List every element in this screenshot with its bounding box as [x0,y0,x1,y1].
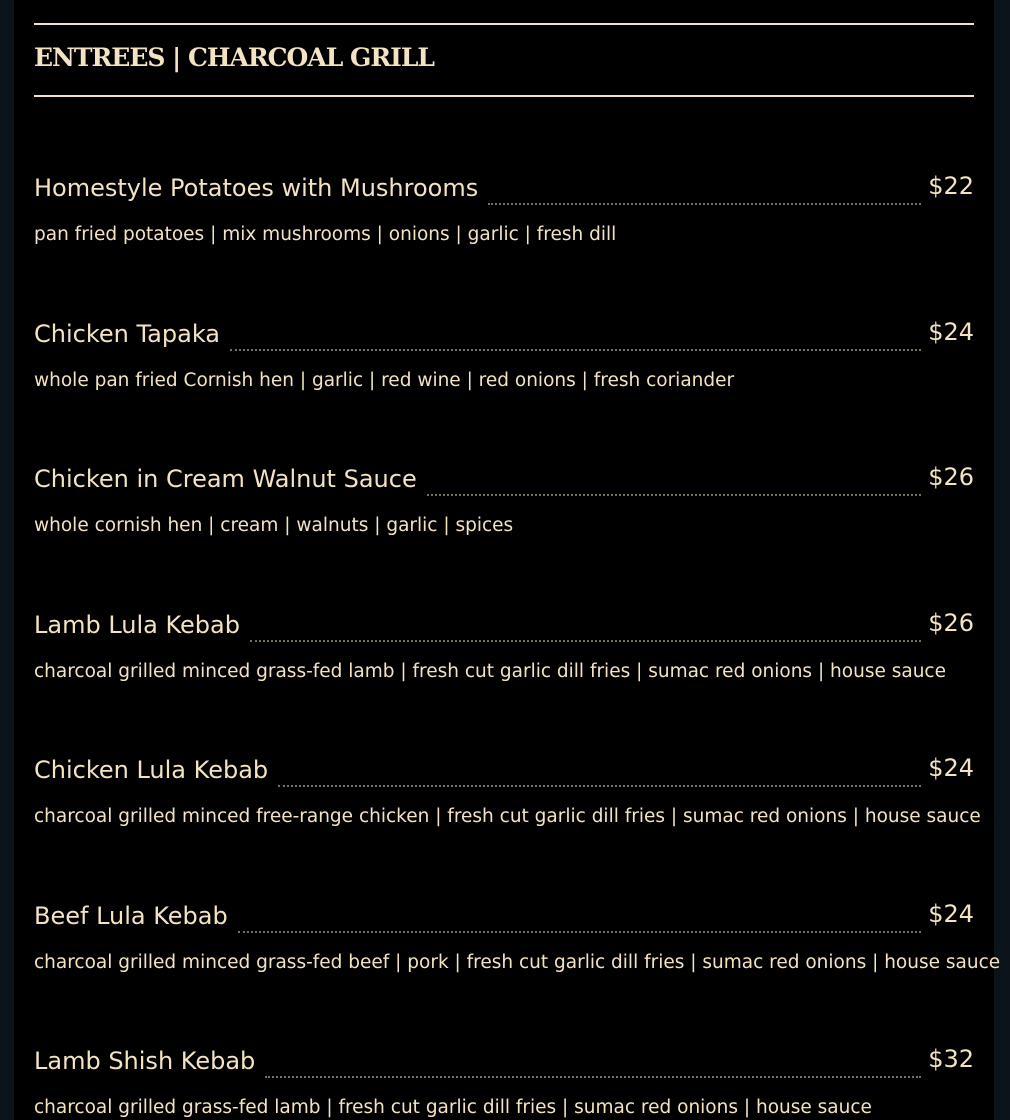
menu-item-name: Homestyle Potatoes with Mushrooms [34,174,479,202]
menu-item-price: $26 [928,463,974,491]
menu-item-description: charcoal grilled minced grass-fed beef | pork | fresh cut garlic dill fries | sumac red onions | house sauce [34,951,1001,973]
menu-item [34,459,974,605]
menu-item-row [34,459,974,499]
dotted-leader [278,785,921,787]
menu-item-name: Chicken Lula Kebab [34,756,269,784]
menu-item [34,750,981,896]
menu-list [34,168,1001,1120]
menu-item-name: Lamb Lula Kebab [34,610,240,639]
menu-item [34,896,1001,1042]
menu-item-description: pan fried potatoes | mix mushrooms | onions | garlic | fresh dill [34,224,617,245]
menu-item-description: charcoal grilled minced free-range chicken | fresh cut garlic dill fries | sumac red onions | house sauce [34,806,981,827]
dotted-leader [238,931,921,933]
menu-item-description: whole cornish hen | cream | walnuts | garlic | spices [34,515,514,536]
menu-item-description: whole pan fried Cornish hen | garlic | red wine | red onions | fresh coriander [34,369,735,391]
dotted-leader [265,1076,921,1078]
menu-item-price: $26 [928,608,974,637]
dotted-leader [250,640,921,642]
menu-item-description: charcoal grilled minced grass-fed lamb | fresh cut garlic dill fries | sumac red onions | house sauce [34,660,946,682]
menu-item-price: $22 [928,172,974,200]
menu-item-row [34,605,974,645]
dotted-leader [488,203,921,205]
menu-item-price: $32 [928,1045,974,1073]
menu-item [34,314,974,460]
section-header [34,23,974,97]
menu-item [34,1041,974,1120]
menu-item-description: charcoal grilled grass-fed lamb | fresh cut garlic dill fries | sumac red onions | house sauce [34,1097,872,1118]
menu-item-name: Chicken Tapaka [34,319,220,348]
menu-item-name: Beef Lula Kebab [34,901,228,930]
menu-item-name: Chicken in Cream Walnut Sauce [34,465,417,493]
menu-item-price: $24 [928,317,974,346]
section-title: ENTREES | CHARCOAL GRILL [34,43,434,72]
dotted-leader [230,349,921,351]
menu-item-row [34,896,974,936]
menu-item-price: $24 [928,754,974,782]
menu-item-row [34,168,974,208]
menu-item-row [34,750,974,790]
dotted-leader [427,494,921,496]
menu-item-row [34,1041,974,1081]
menu-item-name: Lamb Shish Kebab [34,1047,256,1075]
menu-item-row [34,314,974,354]
menu-item [34,605,974,751]
menu-item [34,168,974,314]
menu-item-price: $24 [928,899,974,928]
